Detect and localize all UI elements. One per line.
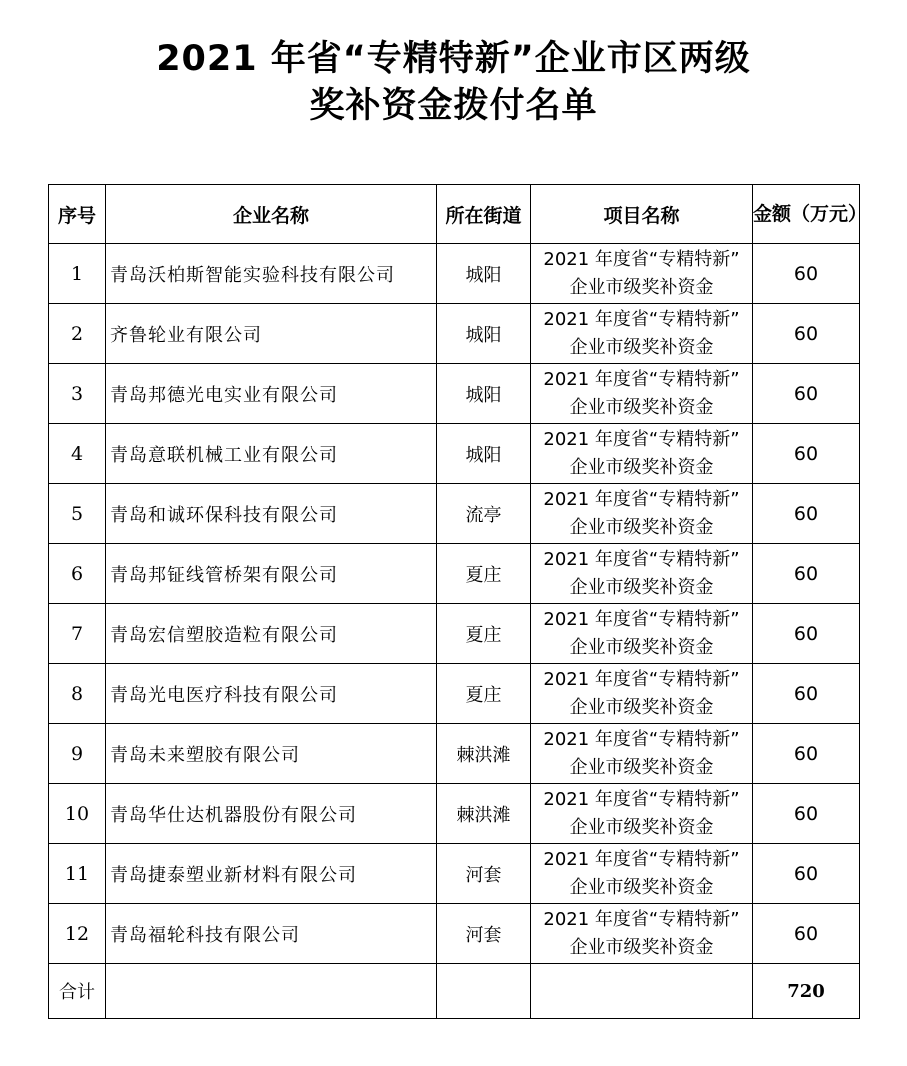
row-street: 河套 (437, 904, 531, 964)
row-company-name: 青岛光电医疗科技有限公司 (106, 664, 437, 724)
row-amount: 60 (753, 604, 860, 664)
row-project-name (531, 844, 753, 904)
row-project-line-1: 2021 年度省“专精特新” (543, 908, 740, 930)
header-street: 所在街道 (437, 185, 531, 244)
table-body (49, 244, 860, 964)
row-project-line-2: 企业市级奖补资金 (569, 876, 714, 898)
table-row (49, 484, 860, 544)
row-project-line-2: 企业市级奖补资金 (569, 756, 714, 778)
row-street: 城阳 (437, 304, 531, 364)
row-project-line-2: 企业市级奖补资金 (569, 636, 714, 658)
row-project-line-2: 企业市级奖补资金 (569, 336, 714, 358)
row-amount: 60 (753, 364, 860, 424)
table-row (49, 544, 860, 604)
row-street: 城阳 (437, 364, 531, 424)
row-company-name: 青岛邦德光电实业有限公司 (106, 364, 437, 424)
table-row (49, 364, 860, 424)
row-project-line-1: 2021 年度省“专精特新” (543, 428, 740, 450)
table-header-row (49, 185, 860, 244)
document-title-line-1: 2021 年省“专精特新”企业市区两级 (156, 39, 751, 79)
row-project-name (531, 424, 753, 484)
row-amount: 60 (753, 244, 860, 304)
row-project-line-2: 企业市级奖补资金 (569, 456, 714, 478)
row-project-line-1: 2021 年度省“专精特新” (543, 608, 740, 630)
row-street: 城阳 (437, 244, 531, 304)
table-row (49, 664, 860, 724)
table-row (49, 604, 860, 664)
row-amount: 60 (753, 904, 860, 964)
row-company-name: 齐鲁轮业有限公司 (106, 304, 437, 364)
row-seq: 11 (49, 844, 106, 904)
row-company-name: 青岛和诚环保科技有限公司 (106, 484, 437, 544)
table-row (49, 424, 860, 484)
row-amount: 60 (753, 844, 860, 904)
row-project-line-1: 2021 年度省“专精特新” (543, 848, 740, 870)
row-company-name: 青岛邦钲线管桥架有限公司 (106, 544, 437, 604)
row-project-line-1: 2021 年度省“专精特新” (543, 308, 740, 330)
table-row (49, 844, 860, 904)
row-seq: 4 (49, 424, 106, 484)
row-project-line-2: 企业市级奖补资金 (569, 396, 714, 418)
row-street: 棘洪滩 (437, 784, 531, 844)
document-title-line-2: 奖补资金拨付名单 (309, 86, 598, 126)
row-project-name (531, 484, 753, 544)
table-row (49, 784, 860, 844)
total-label: 合计 (49, 964, 106, 1019)
row-seq: 1 (49, 244, 106, 304)
row-company-name: 青岛意联机械工业有限公司 (106, 424, 437, 484)
row-company-name: 青岛福轮科技有限公司 (106, 904, 437, 964)
row-seq: 8 (49, 664, 106, 724)
row-company-name: 青岛宏信塑胶造粒有限公司 (106, 604, 437, 664)
table-row (49, 904, 860, 964)
row-amount: 60 (753, 664, 860, 724)
row-seq: 12 (49, 904, 106, 964)
row-project-name (531, 604, 753, 664)
row-seq: 3 (49, 364, 106, 424)
total-row (49, 964, 860, 1019)
row-seq: 7 (49, 604, 106, 664)
row-project-name (531, 364, 753, 424)
row-project-line-2: 企业市级奖补资金 (569, 276, 714, 298)
row-amount: 60 (753, 544, 860, 604)
row-street: 城阳 (437, 424, 531, 484)
row-company-name: 青岛沃柏斯智能实验科技有限公司 (106, 244, 437, 304)
row-seq: 5 (49, 484, 106, 544)
row-amount: 60 (753, 784, 860, 844)
row-project-line-1: 2021 年度省“专精特新” (543, 488, 740, 510)
row-project-line-2: 企业市级奖补资金 (569, 696, 714, 718)
row-seq: 6 (49, 544, 106, 604)
table-row (49, 244, 860, 304)
row-street: 夏庄 (437, 544, 531, 604)
row-project-line-2: 企业市级奖补资金 (569, 816, 714, 838)
row-company-name: 青岛未来塑胶有限公司 (106, 724, 437, 784)
row-project-line-2: 企业市级奖补资金 (569, 936, 714, 958)
row-project-line-2: 企业市级奖补资金 (569, 516, 714, 538)
table-row (49, 304, 860, 364)
header-amount: 金额（万元） (753, 185, 860, 244)
total-amount: 720 (753, 964, 860, 1019)
row-project-line-1: 2021 年度省“专精特新” (543, 368, 740, 390)
row-company-name: 青岛华仕达机器股份有限公司 (106, 784, 437, 844)
row-amount: 60 (753, 424, 860, 484)
row-project-name (531, 784, 753, 844)
allocation-table (48, 184, 868, 1019)
row-street: 夏庄 (437, 604, 531, 664)
row-project-line-1: 2021 年度省“专精特新” (543, 248, 740, 270)
row-street: 夏庄 (437, 664, 531, 724)
row-street: 棘洪滩 (437, 724, 531, 784)
header-company: 企业名称 (106, 185, 437, 244)
row-project-name (531, 664, 753, 724)
row-amount: 60 (753, 724, 860, 784)
row-project-line-1: 2021 年度省“专精特新” (543, 728, 740, 750)
row-project-name (531, 304, 753, 364)
row-project-line-2: 企业市级奖补资金 (569, 576, 714, 598)
row-company-name: 青岛捷泰塑业新材料有限公司 (106, 844, 437, 904)
row-amount: 60 (753, 304, 860, 364)
row-project-line-1: 2021 年度省“专精特新” (543, 548, 740, 570)
row-project-line-1: 2021 年度省“专精特新” (543, 788, 740, 810)
total-empty-project (531, 964, 753, 1019)
row-project-name (531, 244, 753, 304)
row-project-line-1: 2021 年度省“专精特新” (543, 668, 740, 690)
row-project-name (531, 904, 753, 964)
total-empty-company (106, 964, 437, 1019)
total-empty-street (437, 964, 531, 1019)
row-amount: 60 (753, 484, 860, 544)
header-seq: 序号 (49, 185, 106, 244)
row-project-name (531, 544, 753, 604)
row-street: 流亭 (437, 484, 531, 544)
table-row (49, 724, 860, 784)
header-project: 项目名称 (531, 185, 753, 244)
row-project-name (531, 724, 753, 784)
row-seq: 9 (49, 724, 106, 784)
row-seq: 10 (49, 784, 106, 844)
row-street: 河套 (437, 844, 531, 904)
row-seq: 2 (49, 304, 106, 364)
